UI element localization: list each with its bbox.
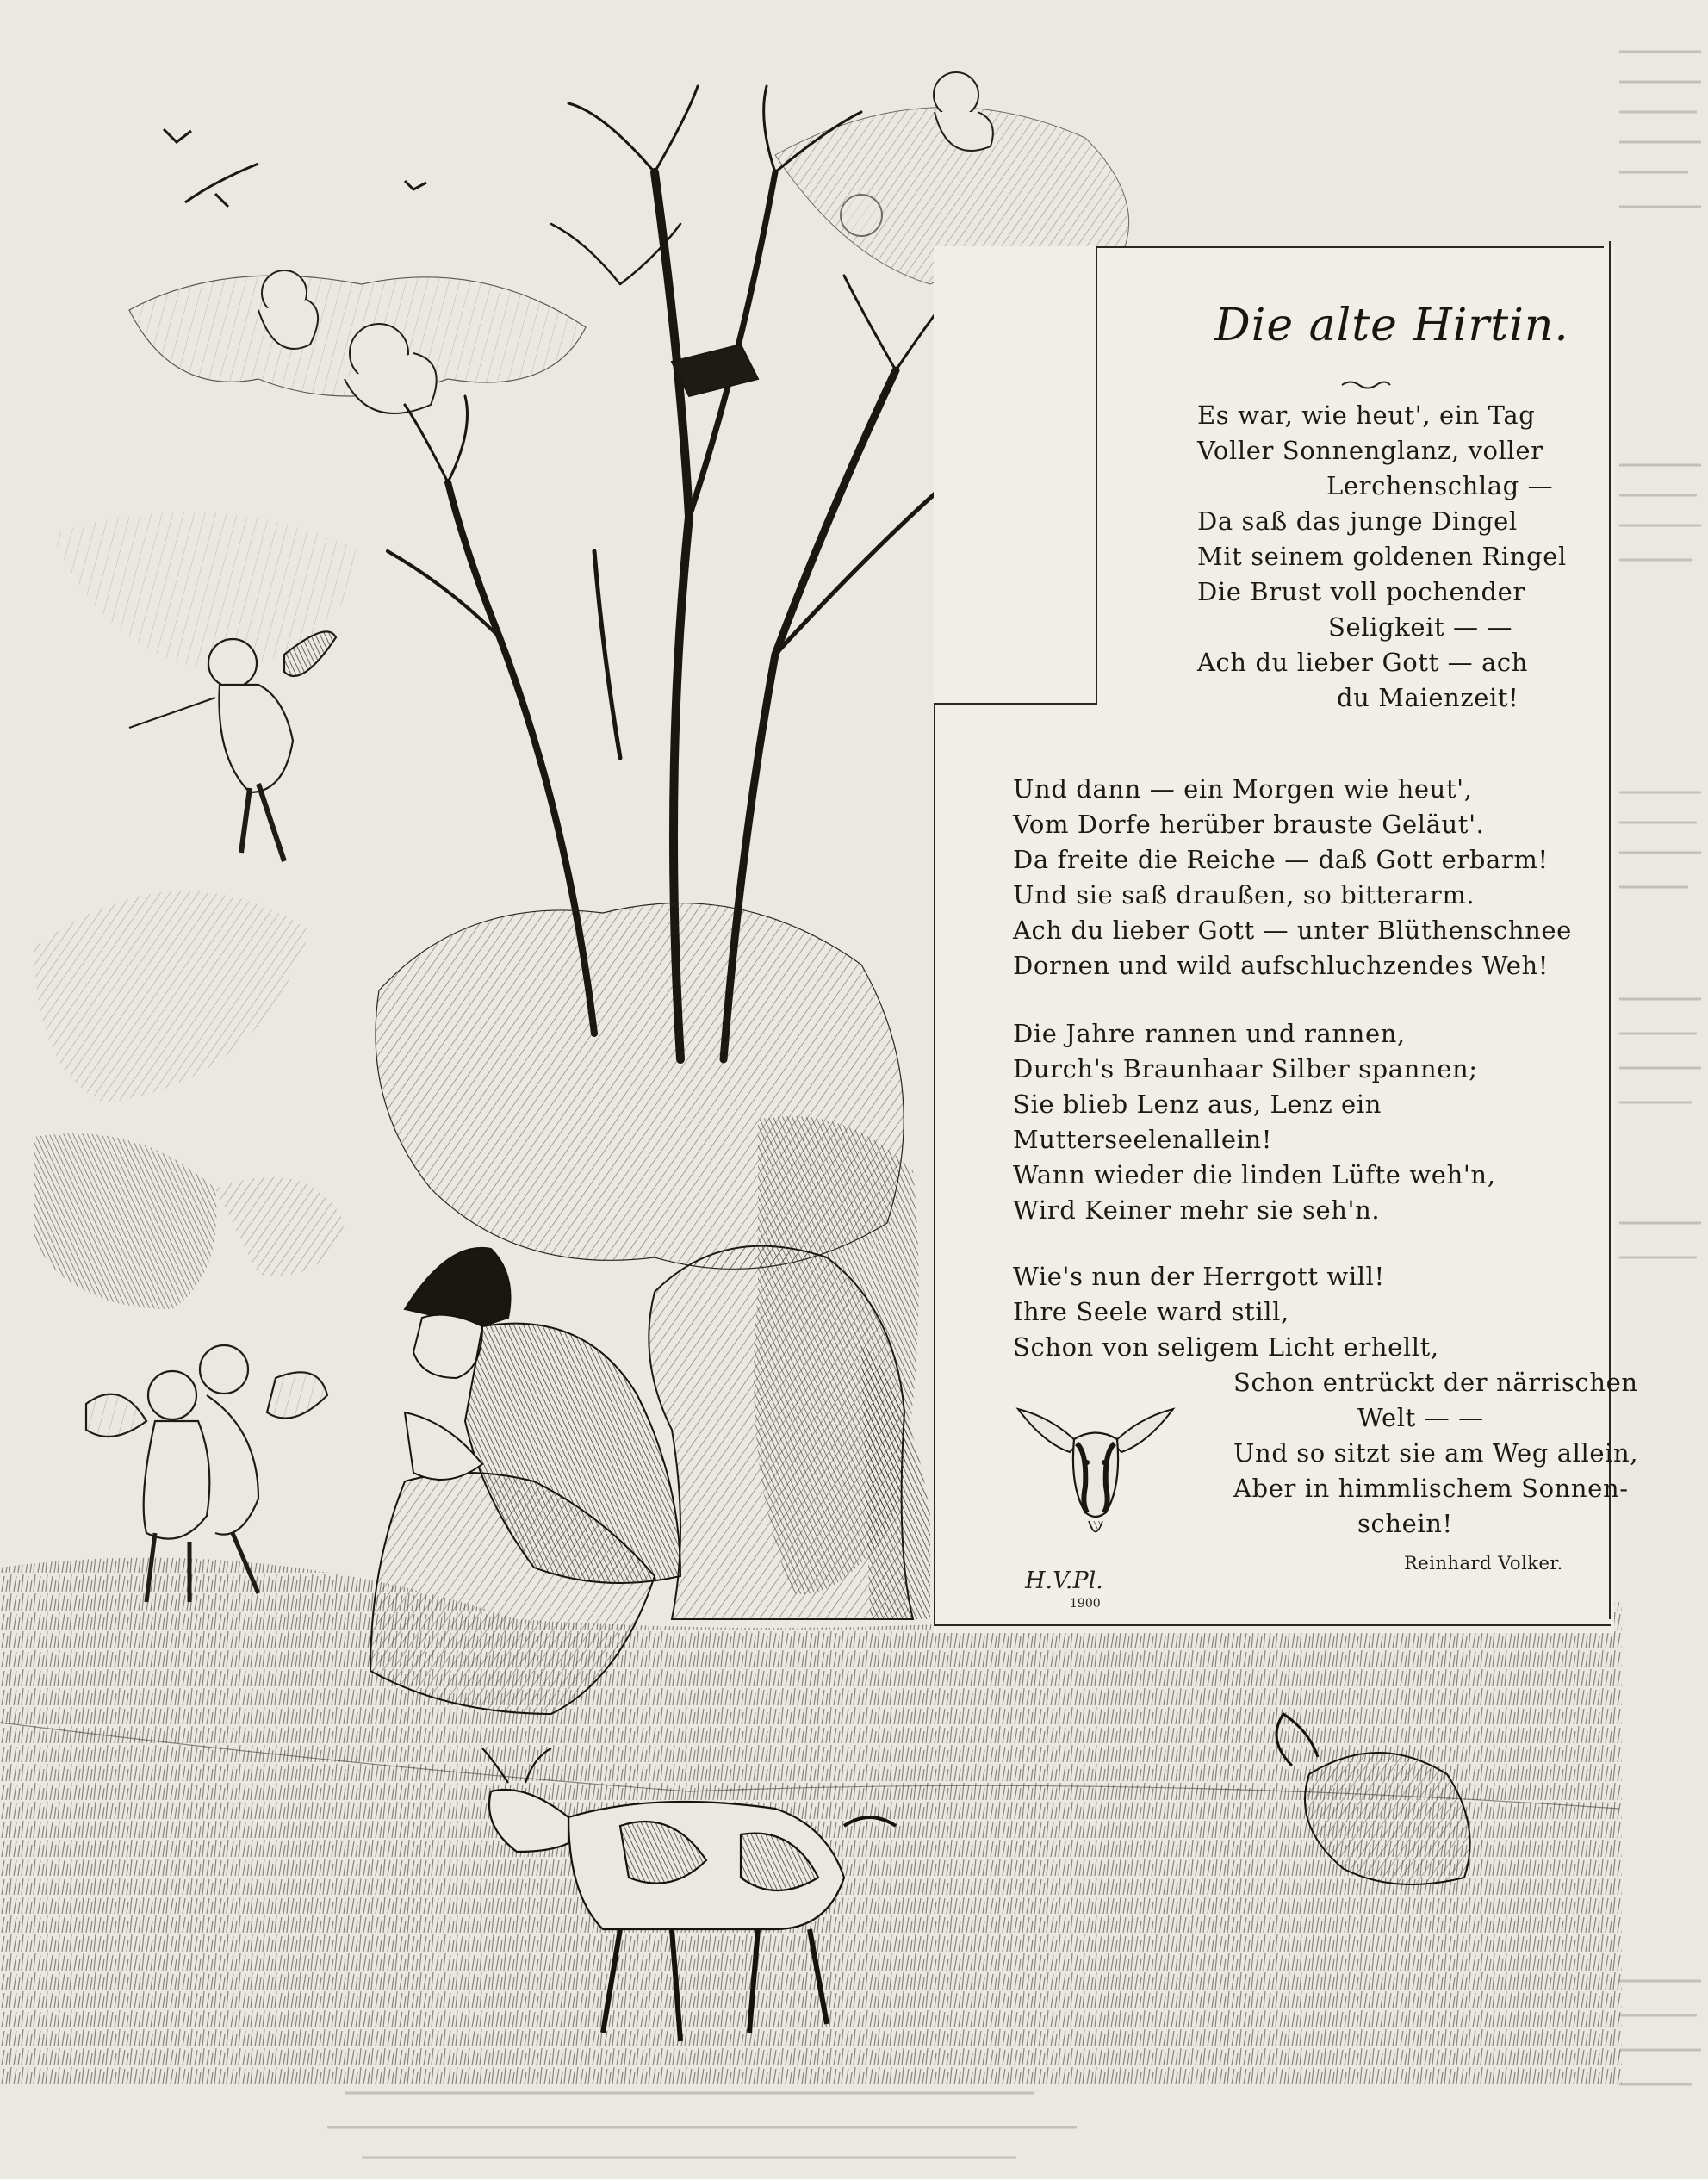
artist-signature: H.V.Pl. [1025,1568,1103,1594]
poem-author: Reinhard Volker. [1404,1553,1563,1574]
title-ornament [1340,379,1392,391]
poem-line: Wann wieder die linden Lüfte weh'n, [1013,1160,1496,1189]
poem-line: Es war, wie heut', ein Tag [1197,400,1536,430]
poem-line: Sie blieb Lenz aus, Lenz ein [1013,1090,1382,1119]
poem-line: Voller Sonnenglanz, voller [1197,436,1543,465]
poem-line: Schon entrückt der närrischen [1233,1368,1638,1397]
stanza-2 [1013,772,1599,984]
poem-line: Und so sitzt sie am Weg allein, [1233,1438,1639,1468]
poem-line: Ihre Seele ward still, [1013,1297,1289,1326]
poem-line: Und dann — ein Morgen wie heut', [1013,774,1473,804]
poem-line: Aber in himmlischem Sonnen- [1233,1474,1629,1503]
poem-line: du Maienzeit! [1337,683,1519,712]
poem-line: schein! [1357,1509,1453,1538]
poem-line: Lerchenschlag — [1326,471,1554,500]
poem-line: Durch's Braunhaar Silber spannen; [1013,1054,1478,1083]
poem-line: Ach du lieber Gott — ach [1197,648,1529,677]
poem-line: Mit seinem goldenen Ringel [1197,542,1567,571]
goat-head-vignette [1009,1392,1182,1547]
poem-title: Die alte Hirtin. [1214,300,1569,351]
stanza-3 [1013,1016,1599,1228]
artist-signature-year: 1900 [1070,1597,1101,1611]
poem-line: Welt — — [1357,1403,1484,1432]
poem-line: Wie's nun der Herrgott will! [1013,1262,1385,1291]
poem-line: Da freite die Reiche — daß Gott erbarm! [1013,845,1549,874]
poem-line: Da saß das junge Dingel [1197,506,1518,536]
poem-line: Dornen und wild aufschluchzendes Weh! [1013,951,1550,980]
stanza-1 [1197,398,1567,716]
poem-line: Die Jahre rannen und rannen, [1013,1019,1406,1048]
poem-line: Wird Keiner mehr sie seh'n. [1013,1195,1381,1225]
poem-line: Vom Dorfe herüber brauste Geläut'. [1013,810,1485,839]
poem-line: Ach du lieber Gott — unter Blüthenschnee [1013,916,1572,945]
poem-line: Und sie saß draußen, so bitterarm. [1013,880,1475,909]
flying-cherub [129,631,336,861]
poem-line: Die Brust voll pochender [1197,577,1525,606]
poem-line: Mutterseelenallein! [1013,1125,1273,1154]
poem-line: Schon von seligem Licht erhellt, [1013,1332,1439,1362]
poem-line: Seligkeit — — [1328,612,1513,642]
birds [164,129,426,207]
